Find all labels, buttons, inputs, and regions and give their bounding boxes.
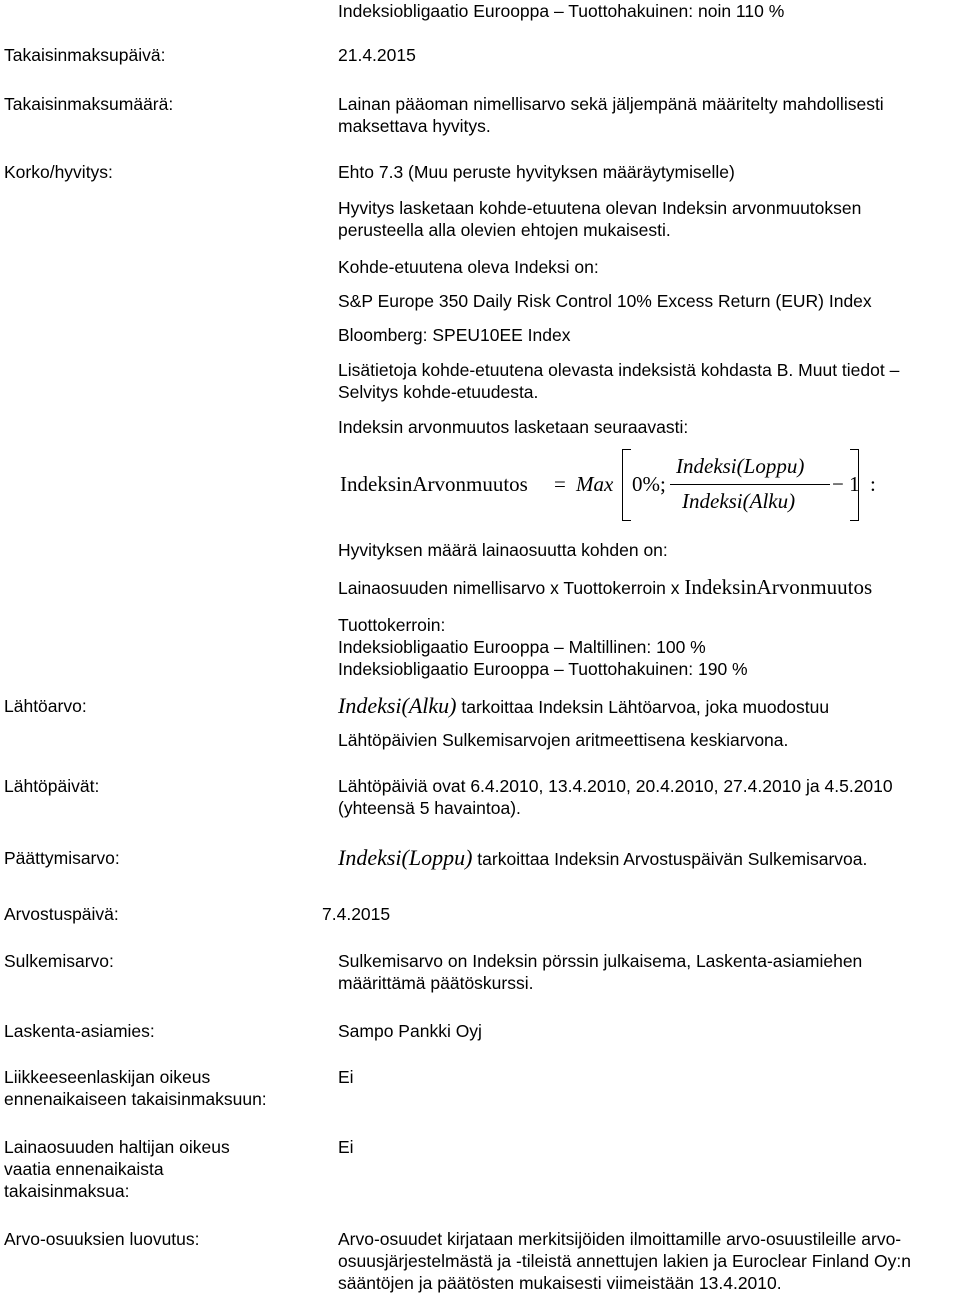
takaisinmaksumaara-value: Lainan pääoman nimellisarvo sekä jäljempänä määritelty mahdollisesti maksettava hyvitys. — [338, 94, 884, 136]
formula-minus-one: − 1 — [832, 472, 860, 496]
sulkemisarvo-label: Sulkemisarvo: — [4, 951, 114, 971]
laina-formula-term: IndeksinArvonmuutos — [684, 575, 873, 599]
liikkeeseenlaskija-value: Ei — [338, 1067, 354, 1087]
lahtoarvo-text-1: tarkoittaa Indeksin Lähtöarvoa, joka muodostuu — [461, 697, 830, 717]
arvonmuutos-formula — [340, 445, 900, 525]
korko-p2: Kohde-etuutena oleva Indeksi on: — [338, 257, 599, 277]
paattymisarvo-label: Päättymisarvo: — [4, 848, 120, 868]
haltija-value: Ei — [338, 1137, 354, 1157]
top-line: Indeksiobligaatio Eurooppa – Tuottohakuinen: noin 110 % — [338, 1, 785, 21]
laskenta-label: Laskenta-asiamies: — [4, 1021, 155, 1041]
lahtopaivat-label: Lähtöpäivät: — [4, 776, 100, 796]
korko-label: Korko/hyvitys: — [4, 162, 113, 182]
paattymisarvo-term: Indeksi(Loppu) — [338, 845, 473, 870]
hyvitys-maara: Hyvityksen määrä lainaosuutta kohden on: — [338, 540, 668, 560]
formula-eq: = — [554, 472, 566, 496]
lisatietoja: Lisätietoja kohde-etuutena olevasta indeksistä kohdasta B. Muut tiedot – Selvitys kohde-etuudesta. — [338, 360, 900, 402]
tuottokerroin-label: Tuottokerroin: — [338, 615, 446, 635]
laina-formula-text: Lainaosuuden nimellisarvo x Tuottokerroin x — [338, 578, 680, 598]
paattymisarvo-line — [338, 847, 867, 870]
formula-bracket-left — [622, 449, 631, 521]
laina-formula — [338, 576, 872, 599]
luovutus-value: Arvo-osuudet kirjataan merkitsijöiden ilmoittamille arvo-osuustileille arvo-osuusjärjestelmästä ja -tileistä annettujen lakien ja Euroclear Finland Oy:n sääntöjen ja päätösten mukaisesti viimeistään 13.4.2010. — [338, 1229, 911, 1293]
luovutus-label: Arvo-osuuksien luovutus: — [4, 1229, 200, 1249]
formula-numerator: Indeksi(Loppu) — [676, 454, 805, 478]
formula-max: Max — [576, 472, 614, 496]
korko-ehto: Ehto 7.3 (Muu peruste hyvityksen määräytymiselle) — [338, 162, 735, 182]
takaisinmaksupaiva-label: Takaisinmaksupäivä: — [4, 45, 166, 65]
lahtoarvo-text-2: Lähtöpäivien Sulkemisarvojen aritmeettisena keskiarvona. — [338, 730, 789, 750]
tuottokerroin-tuottohakuinen: Indeksiobligaatio Eurooppa – Tuottohakuinen: 190 % — [338, 659, 748, 679]
haltija-label: Lainaosuuden haltijan oikeus vaatia ennenaikaista takaisinmaksua: — [4, 1137, 230, 1201]
calc-intro: Indeksin arvonmuutos lasketaan seuraavasti: — [338, 417, 689, 437]
formula-colon: : — [870, 472, 876, 496]
korko-p1: Hyvitys lasketaan kohde-etuutena olevan Indeksin arvonmuutoksen perusteella alla olevien ehtojen mukaisesti. — [338, 198, 862, 240]
takaisinmaksupaiva-value: 21.4.2015 — [338, 45, 416, 65]
formula-lhs: IndeksinArvonmuutos — [340, 472, 528, 496]
lahtoarvo-line — [338, 695, 829, 718]
paattymisarvo-text: tarkoittaa Indeksin Arvostuspäivän Sulkemisarvoa. — [477, 849, 868, 869]
formula-fraction-line — [670, 484, 830, 485]
formula-bracket-right — [850, 449, 859, 521]
lahtoarvo-label: Lähtöarvo: — [4, 696, 87, 716]
bloomberg-ticker: Bloomberg: SPEU10EE Index — [338, 325, 571, 345]
lahtopaivat-value: Lähtöpäiviä ovat 6.4.2010, 13.4.2010, 20.4.2010, 27.4.2010 ja 4.5.2010 (yhteensä 5 havaintoa). — [338, 776, 893, 818]
arvostuspaiva-label: Arvostuspäivä: — [4, 904, 119, 924]
index-name: S&P Europe 350 Daily Risk Control 10% Excess Return (EUR) Index — [338, 291, 872, 311]
sulkemisarvo-value: Sulkemisarvo on Indeksin pörssin julkaisema, Laskenta-asiamiehen määrittämä päätöskurssi. — [338, 951, 863, 993]
formula-zero: 0%; — [632, 472, 666, 496]
takaisinmaksumaara-label: Takaisinmaksumäärä: — [4, 94, 174, 114]
arvostuspaiva-value: 7.4.2015 — [322, 904, 391, 924]
lahtoarvo-term: Indeksi(Alku) — [338, 693, 457, 718]
formula-denominator: Indeksi(Alku) — [682, 489, 796, 513]
liikkeeseenlaskija-label: Liikkeeseenlaskijan oikeus ennenaikaiseen takaisinmaksuun: — [4, 1067, 267, 1109]
tuottokerroin-maltillinen: Indeksiobligaatio Eurooppa – Maltillinen: 100 % — [338, 637, 706, 657]
laskenta-value: Sampo Pankki Oyj — [338, 1021, 482, 1041]
